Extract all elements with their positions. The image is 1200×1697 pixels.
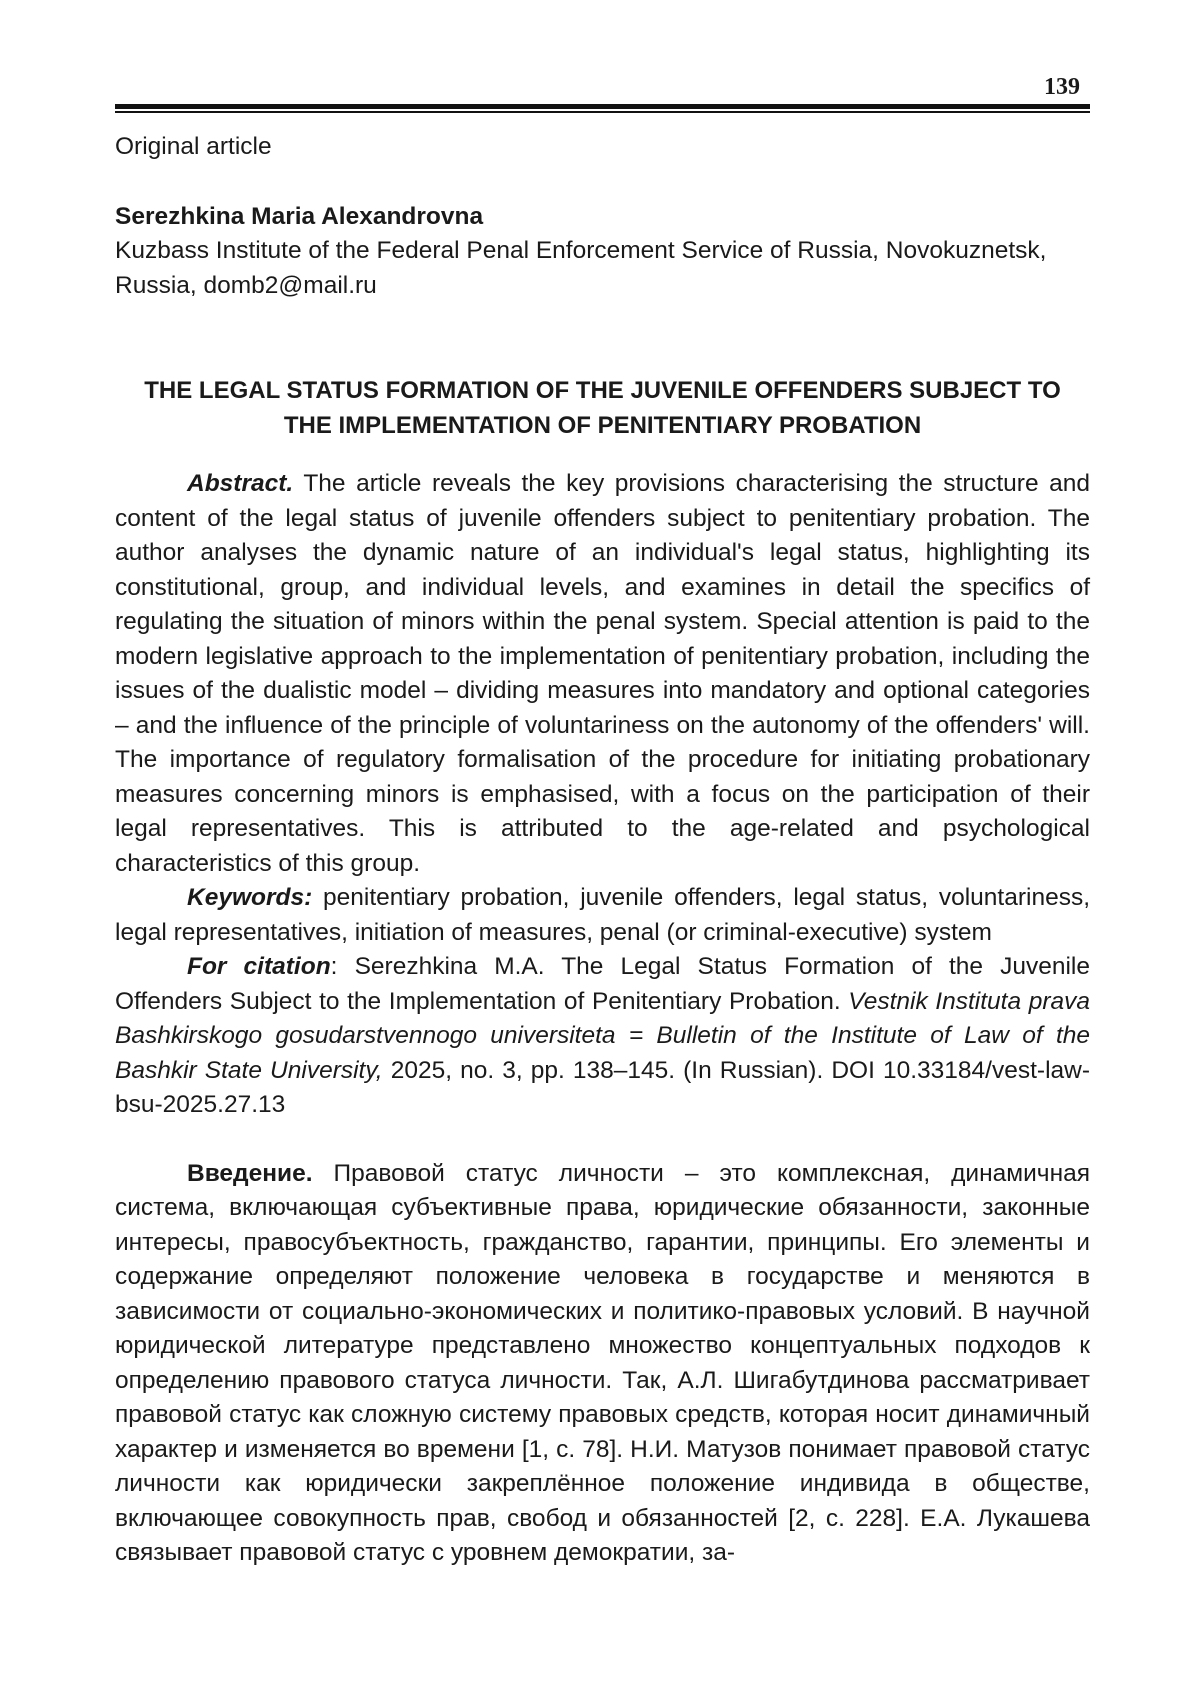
- article-type: Original article: [115, 133, 272, 160]
- title-line-2: THE IMPLEMENTATION OF PENITENTIARY PROBATION: [283, 412, 922, 439]
- header-rule-thick: [115, 104, 1090, 109]
- header-rule-thin: [115, 111, 1090, 113]
- keywords-label: Keywords:: [187, 884, 313, 911]
- keywords-paragraph: [115, 881, 1090, 950]
- citation-text-before: Serezhkina M.A. The Legal Status Formation of the Juvenile Offenders Subject to the Implementation of Penitentiary Probation.: [115, 953, 1090, 1015]
- page-number: 139: [1044, 74, 1080, 100]
- keywords-text: penitentiary probation, juvenile offenders, legal status, voluntariness, legal representatives, initiation of measures, penal (or criminal-executive) system: [115, 884, 1091, 946]
- citation-journal: Vestnik Instituta prava Bashkirskogo gosudarstvennogo universiteta = Bulletin of the Institute of Law of the Bashkir State University,: [115, 987, 1091, 1084]
- citation-label: For citation: [187, 953, 331, 980]
- intro-paragraph: [115, 1157, 1090, 1571]
- article-title: [115, 373, 1090, 443]
- abstract-text: The article reveals the key provisions characterising the structure and content of the legal status of juvenile offenders subject to penitentiary probation. The author analyses the dynamic nature of an individual's legal status, highlighting its constitutional, group, and individual levels, and examines in detail the specifics of regulating the situation of minors within the penal system. Special attention is paid to the modern legislative approach to the implementation of penitentiary probation, including the issues of the dualistic model – dividing measures into mandatory and optional categories – and the influence of the principle of voluntariness on the autonomy of the offenders' will. The importance of regulatory formalisation of the procedure for initiating probationary measures concerning minors is emphasised, with a focus on the participation of their legal representatives. This is attributed to the age-related and psychological characteristics of this group.: [115, 470, 1090, 877]
- citation-paragraph: For citation: Serezhkina M.A. The Legal Status Formation of the Juvenile Offenders Subject to the Implementation of Penitentiary Probation. Vestnik Instituta prava Bashkirskogo gosudarstvennogo universiteta = Bulletin of the Institute of Law of the Bashkir State University, 2025, no. 3, pp. 138–145. (In Russian). DOI 10.33184/vest-law-bsu-2025.27.13: [115, 953, 1091, 1118]
- intro-label: Введение.: [187, 1159, 313, 1187]
- article-body: [115, 130, 1090, 1571]
- author-affiliation: Kuzbass Institute of the Federal Penal Enforcement Service of Russia, Novokuznetsk, Russia, domb2@mail.ru: [115, 237, 1047, 299]
- abstract-paragraph: [115, 467, 1090, 881]
- abstract-label: Abstract.: [187, 470, 294, 497]
- author-name: Serezhkina Maria Alexandrovna: [115, 202, 484, 230]
- title-line-1: THE LEGAL STATUS FORMATION OF THE JUVENILE OFFENDERS SUBJECT TO: [144, 377, 1061, 404]
- citation-text-after: 2025, no. 3, pp. 138–145. (In Russian). DOI 10.33184/vest-law-bsu-2025.27.13: [115, 1056, 1090, 1118]
- intro-text: Правовой статус личности – это комплексная, динамичная система, включающая субъективные права, юридические обязанности, законные интересы, правосубъектность, гражданство, гарантии, принципы. Его элементы и содержание определяют положение человека в государстве и меняются в зависимости от социально-экономических и политико-правовых условий. В научной юридической литературе представлено множество концептуальных подходов к определению правового статуса личности. Так, А.Л. Шигабутдинова рассматривает правовой статус как сложную систему правовых средств, которая носит динамичный характер и изменяется во времени [1, с. 78]. Н.И. Матузов понимает правовой статус личности как юридически закреплённое положение индивида в обществе, включающее совокупность прав, свобод и обязанностей [2, с. 228]. Е.А. Лукашева связывает правовой статус с уровнем демократии, за-: [115, 1159, 1090, 1566]
